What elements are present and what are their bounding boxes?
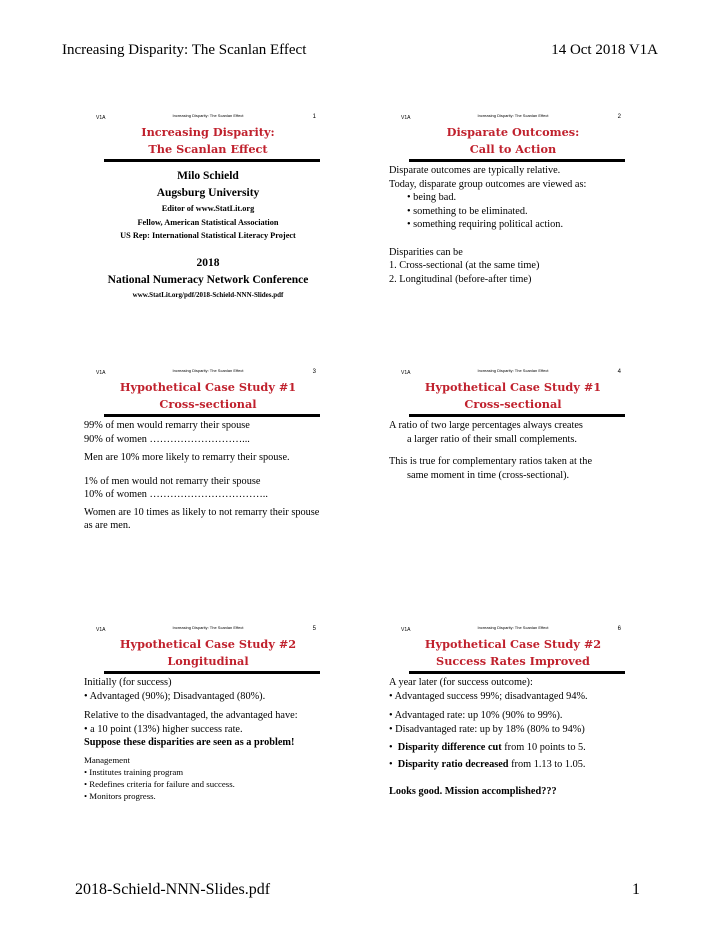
text-line: Disparate outcomes are typically relative. <box>389 165 561 176</box>
bullet-item: • Redefines criteria for failure and success. <box>84 778 235 789</box>
fellow-line: Fellow, American Statistical Association <box>137 218 279 227</box>
slide-title <box>385 636 641 670</box>
conference-year: 2018 <box>196 257 220 269</box>
text-line: 90% of women ………………………... <box>84 433 250 445</box>
slide-3 <box>80 365 336 577</box>
bullet-item: • Disparity ratio decreased from 1.13 to 1.05. <box>389 758 586 770</box>
slides-url: www.StatLit.org/pdf/2018-Schield-NNN-Slides.pdf <box>132 291 284 299</box>
numbered-item: 1. Cross-sectional (at the same time) <box>389 260 540 271</box>
slide-body <box>84 676 336 802</box>
author-name: Milo Schield <box>177 170 239 182</box>
slide-version: V1A <box>96 627 106 633</box>
slide-header <box>385 110 641 124</box>
rep-line: US Rep: International Statistical Literacy Project <box>120 231 296 240</box>
bullet-item: • Advantaged success 99%; disadvantaged 94%. <box>389 690 588 702</box>
bullet-item: • Monitors progress. <box>84 790 156 801</box>
bullet-item: • a 10 point (13%) higher success rate. <box>84 723 243 735</box>
footer-page-number: 1 <box>632 881 640 898</box>
slide-header-title: Increasing Disparity: The Scanlan Effect <box>477 113 549 118</box>
slide-title-line-2: The Scanlan Effect <box>148 142 268 156</box>
text-line: Initially (for success) <box>84 677 172 688</box>
slide-title-line-1: Hypothetical Case Study #1 <box>424 380 602 394</box>
bullet-item: • Disadvantaged rate: up by 18% (80% to 94%) <box>389 723 585 735</box>
slide-title-line-1: Hypothetical Case Study #2 <box>424 637 602 651</box>
slide-body <box>84 419 336 533</box>
slide-title-line-2: Cross-sectional <box>159 397 257 411</box>
bullet-item: • something requiring political action. <box>407 219 564 230</box>
footer-filename: 2018-Schield-NNN-Slides.pdf <box>75 881 271 898</box>
conclusion-line: Looks good. Mission accomplished??? <box>389 786 557 797</box>
slide-number: 2 <box>617 114 621 120</box>
slide-header-title: Increasing Disparity: The Scanlan Effect <box>172 113 244 118</box>
bullet-item: • Advantaged rate: up 10% (90% to 99%). <box>389 710 563 721</box>
slide-1 <box>80 110 336 322</box>
title-rule <box>409 671 625 674</box>
slide-version: V1A <box>401 115 411 121</box>
slide-number: 6 <box>617 626 621 632</box>
slide-title <box>385 124 641 158</box>
slide-4 <box>385 365 641 577</box>
text-span: from 10 points to 5. <box>501 742 586 753</box>
slide-2 <box>385 110 641 322</box>
slide-header-title: Increasing Disparity: The Scanlan Effect <box>477 368 549 373</box>
text-line: 99% of men would remarry their spouse <box>84 420 250 431</box>
management-label: Management <box>84 754 130 765</box>
slide-title-line-1: Hypothetical Case Study #1 <box>119 380 297 394</box>
slide-header <box>385 365 641 379</box>
slide-body <box>80 168 336 302</box>
bold-phrase: Disparity ratio decreased <box>397 758 509 770</box>
text-line: same moment in time (cross-sectional). <box>407 469 570 481</box>
slide-body <box>389 676 641 799</box>
slide-version: V1A <box>96 370 106 376</box>
text-line: 10% of women …………………………….. <box>84 489 268 500</box>
slide-header <box>80 365 336 379</box>
slide-header-title: Increasing Disparity: The Scanlan Effect <box>172 625 244 630</box>
slide-number: 3 <box>312 369 316 375</box>
slide-title-line-1: Increasing Disparity: <box>141 125 275 139</box>
bullet-item: • Advantaged (90%); Disadvantaged (80%). <box>84 690 266 702</box>
text-line: This is true for complementary ratios taken at the <box>389 456 593 467</box>
slide-title-line-2: Longitudinal <box>167 654 249 668</box>
numbered-item: 2. Longitudinal (before-after time) <box>389 273 532 285</box>
text-line: A year later (for success outcome): <box>389 677 533 688</box>
page-title: Increasing Disparity: The Scanlan Effect <box>62 42 307 58</box>
slide-header <box>80 110 336 124</box>
slide-number: 5 <box>312 626 316 632</box>
text-line: Relative to the disadvantaged, the advantaged have: <box>84 710 298 721</box>
bullet-item: • Institutes training program <box>84 766 184 777</box>
slide-title-line-1: Disparate Outcomes: <box>446 125 580 139</box>
conference-name: National Numeracy Network Conference <box>107 274 309 286</box>
text-line: a larger ratio of their small complements. <box>407 433 577 445</box>
slide-header-title: Increasing Disparity: The Scanlan Effect <box>477 625 549 630</box>
text-line: A ratio of two large percentages always creates <box>389 420 583 431</box>
text-line: 1% of men would not remarry their spouse <box>84 475 261 487</box>
slide-title <box>80 124 336 158</box>
slide-title-line-1: Hypothetical Case Study #2 <box>119 637 297 651</box>
slide-version: V1A <box>401 370 411 376</box>
editor-line: Editor of www.StatLit.org <box>161 204 255 213</box>
slide-title <box>80 379 336 413</box>
slide-title <box>385 379 641 413</box>
bullet-item: • Disparity difference cut from 10 points to 5. <box>389 742 586 753</box>
bold-phrase: Disparity difference cut <box>397 742 502 753</box>
slide-version: V1A <box>96 115 106 121</box>
title-rule <box>409 414 625 417</box>
text-line: Today, disparate group outcomes are viewed as: <box>389 178 587 190</box>
slide-title-line-2: Call to Action <box>469 142 557 156</box>
title-rule <box>104 671 320 674</box>
text-span: from 1.13 to 1.05. <box>508 758 586 770</box>
text-line: Disparities can be <box>389 246 463 258</box>
slide-version: V1A <box>401 627 411 633</box>
slide-title-line-2: Cross-sectional <box>464 397 562 411</box>
title-rule <box>409 159 625 162</box>
slide-body <box>389 164 641 286</box>
text-line: Men are 10% more likely to remarry their spouse. <box>84 452 290 463</box>
slide-title-line-2: Success Rates Improved <box>436 654 590 668</box>
slide-number: 1 <box>312 114 316 120</box>
slide-6 <box>385 622 641 834</box>
slide-header-title: Increasing Disparity: The Scanlan Effect <box>172 368 244 373</box>
bullet-item: • being bad. <box>407 192 457 203</box>
bullet-item: • something to be eliminated. <box>407 205 528 217</box>
slide-title <box>80 636 336 670</box>
title-rule <box>104 159 320 162</box>
title-rule <box>104 414 320 417</box>
slide-body <box>389 419 641 482</box>
text-line: Women are 10 times as likely to not remarry their spouse as are men. <box>84 506 320 531</box>
slide-5 <box>80 622 336 834</box>
university: Augsburg University <box>156 187 260 199</box>
emphasis-line: Suppose these disparities are seen as a problem! <box>84 737 295 748</box>
slide-header <box>80 622 336 636</box>
slide-header <box>385 622 641 636</box>
slide-number: 4 <box>617 369 621 375</box>
page-date: 14 Oct 2018 V1A <box>551 42 658 58</box>
